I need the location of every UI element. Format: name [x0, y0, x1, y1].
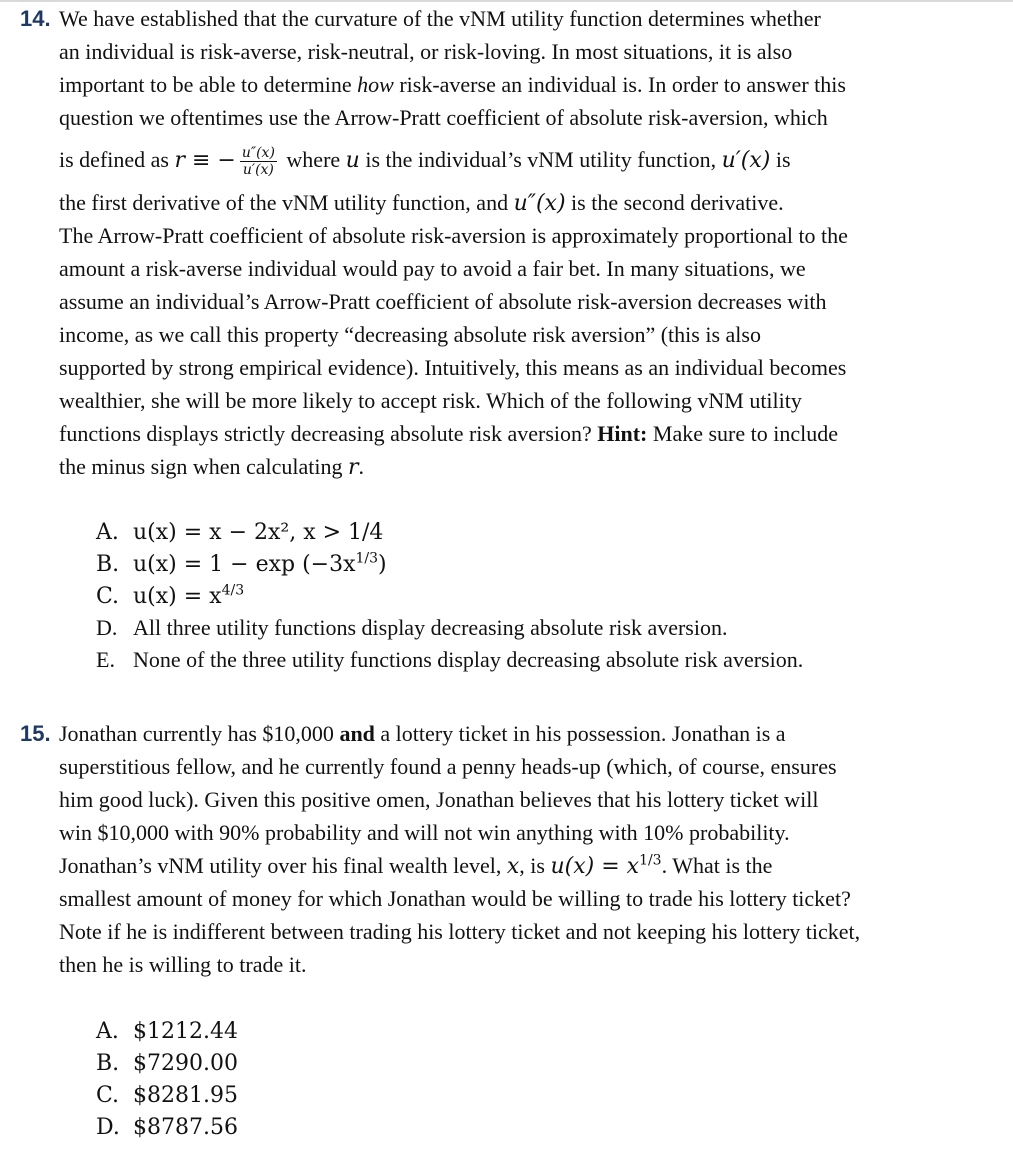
stem-line: Jonathan currently has $10,000 and a lottery ticket in his possession. Jonathan is a — [59, 721, 786, 746]
emphasis-and: and — [339, 721, 375, 746]
stem-line: supported by strong empirical evidence). Intuitively, this means as an individual becomes — [59, 355, 847, 380]
stem-line: functions displays strictly decreasing absolute risk aversion? Hint: Make sure to include — [59, 421, 838, 446]
stem-line: win $10,000 with 90% probability and will not win anything with 10% probability. — [59, 820, 790, 845]
stem-line: smallest amount of money for which Jonathan would be willing to trade his lottery ticket? — [59, 886, 851, 911]
fraction-denominator: u′(x) — [242, 162, 274, 179]
question-stem — [59, 2, 970, 483]
stem-line: important to be able to determine how risk-averse an individual is. In order to answer this — [59, 72, 846, 97]
question-14 — [20, 2, 970, 483]
question-stem — [59, 717, 970, 981]
stem-line: Note if he is indifferent between trading his lottery ticket and not keeping his lottery ticket, — [59, 919, 861, 944]
stem-line: Jonathan’s vNM utility over his final wealth level, x, is $u(x) = x^{1/3}$. What is the — [59, 852, 773, 879]
stem-line: We have established that the curvature of the vNM utility function determines whether — [59, 6, 821, 31]
stem-line: wealthier, she will be more likely to accept risk. Which of the following vNM utility — [59, 388, 802, 413]
option-b[interactable]: B. $7290.00 — [96, 1051, 238, 1076]
stem-line: question we oftentimes use the Arrow-Pratt coefficient of absolute risk-aversion, which — [59, 105, 828, 130]
option-d[interactable]: D. All three utility functions display decreasing absolute risk aversion. — [96, 615, 728, 640]
question-number: 14. — [20, 6, 51, 31]
option-c[interactable]: C. $8281.95 — [96, 1083, 238, 1108]
answer-options-14 — [96, 516, 803, 676]
stem-line: then he is willing to trade it. — [59, 952, 307, 977]
stem-line: the minus sign when calculating r. — [59, 454, 365, 480]
question-number: 15. — [20, 721, 51, 746]
option-c[interactable]: C. $u(x) = x^{4/3}$ — [96, 582, 245, 609]
stem-line: an individual is risk-averse, risk-neutral, or risk-loving. In most situations, it is also — [59, 39, 793, 64]
option-d[interactable]: D. $8787.56 — [96, 1115, 238, 1140]
stem-line: the first derivative of the vNM utility function, and u″(x) is the second derivative. — [59, 190, 784, 216]
stem-line: assume an individual’s Arrow-Pratt coefficient of absolute risk-aversion decreases with — [59, 289, 827, 314]
stem-line: income, as we call this property “decreasing absolute risk aversion” (this is also — [59, 322, 761, 347]
option-e[interactable]: E. None of the three utility functions display decreasing absolute risk aversion. — [96, 647, 804, 672]
option-a[interactable]: A. $1212.44 — [96, 1019, 238, 1044]
emphasis: how — [357, 72, 394, 97]
formula-r: r ≡ − — [174, 148, 236, 173]
question-15 — [20, 717, 970, 981]
formula-fraction — [240, 145, 277, 178]
stem-line: amount a risk-averse individual would pay to avoid a fair bet. In many situations, we — [59, 256, 806, 281]
stem-line: him good luck). Given this positive omen, Jonathan believes that his lottery ticket will — [59, 787, 819, 812]
option-a[interactable]: A. u(x) = x − 2x², x > 1/4 — [96, 520, 384, 545]
stem-line: is defined as r ≡ − $\frac{u''(x)}{u'(x)}$ where u is the individual’s vNM utility function, u′(x) is — [59, 145, 791, 179]
hint-label: Hint: — [597, 421, 648, 446]
fraction-numerator: u″(x) — [241, 145, 275, 162]
answer-options-15 — [96, 1015, 238, 1143]
option-b[interactable]: B. $u(x) = 1 - \exp (-3x^{1/3})$ — [96, 550, 387, 577]
stem-line: superstitious fellow, and he currently found a penny heads-up (which, of course, ensures — [59, 754, 837, 779]
utility-formula: u(x) = x — [550, 854, 640, 879]
stem-line: The Arrow-Pratt coefficient of absolute risk-aversion is approximately proportional to the — [59, 223, 848, 248]
